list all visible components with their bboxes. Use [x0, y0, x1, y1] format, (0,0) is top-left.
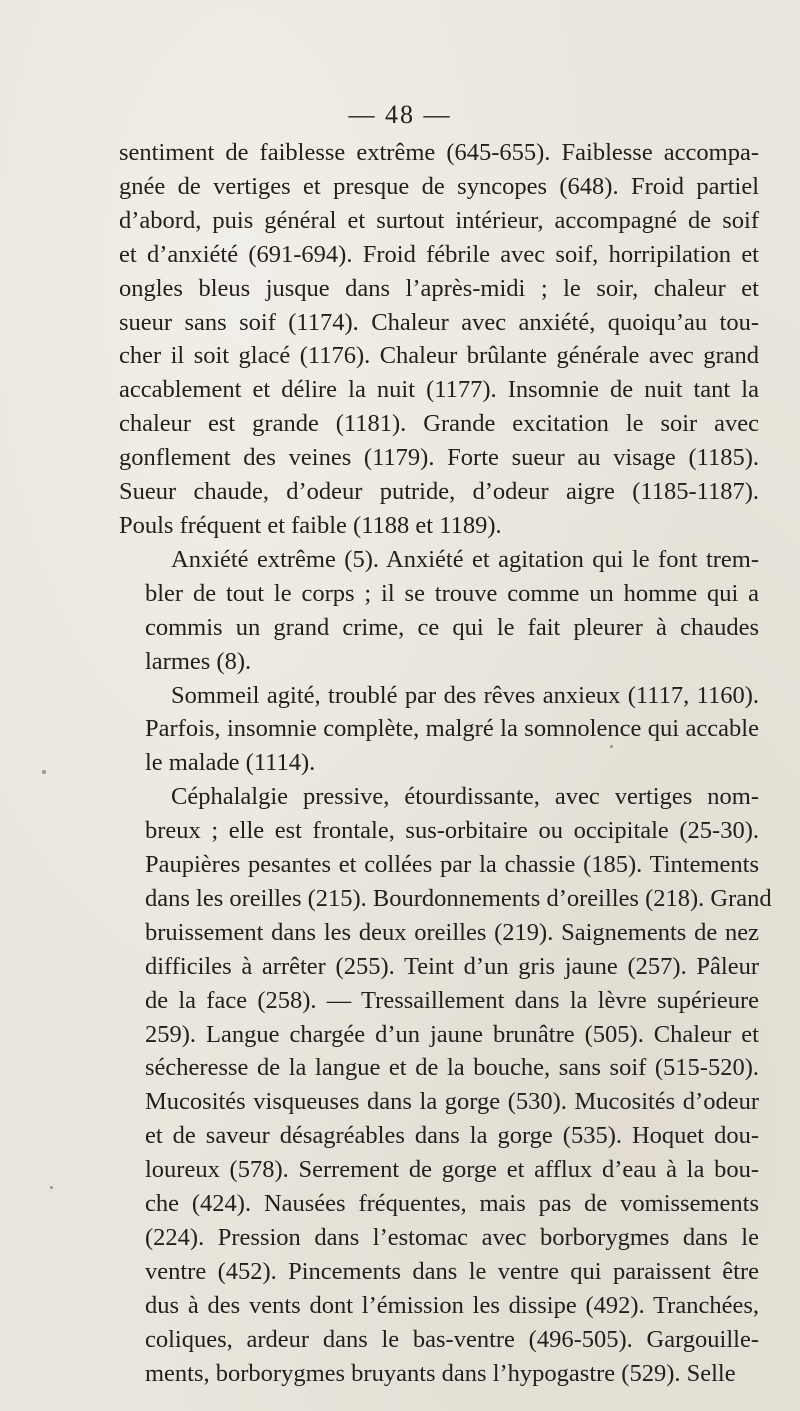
paper-speck: [42, 770, 46, 774]
paragraph: [119, 136, 759, 543]
text-line: Pouls fréquent et faible (1188 et 1189).: [119, 511, 502, 539]
text-line: Anxiété extrême (5). Anxiété et agitation qui le font trem-: [171, 545, 759, 573]
text-line: breux ; elle est frontale, sus-orbitaire ou occipitale (25-30).: [145, 817, 759, 845]
text-line: bruissement dans les deux oreilles (219). Saignements de nez: [145, 918, 759, 946]
paragraph: [119, 543, 759, 679]
page-number: — 48 —: [348, 100, 452, 129]
text-line: ventre (452). Pincements dans le ventre qui paraissent être: [145, 1257, 759, 1285]
text-line: d’abord, puis général et surtout intérieur, accompagné de soif: [119, 206, 759, 234]
text-line: et d’anxiété (691-694). Froid fébrile avec soif, horripilation et: [119, 240, 759, 268]
paper-speck: [50, 1186, 53, 1189]
text-line: accablement et délire la nuit (1177). Insomnie de nuit tant la: [119, 376, 759, 404]
text-line: bler de tout le corps ; il se trouve comme un homme qui a: [145, 579, 759, 607]
text-line: Sueur chaude, d’odeur putride, d’odeur aigre (1185-1187).: [119, 478, 759, 506]
text-line: gnée de vertiges et presque de syncopes (648). Froid partiel: [119, 172, 759, 200]
text-line: coliques, ardeur dans le bas-ventre (496-505). Gargouille-: [145, 1325, 759, 1353]
text-line: sentiment de faiblesse extrême (645-655). Faiblesse accompa-: [119, 139, 759, 166]
text-line: sécheresse de la langue et de la bouche, sans soif (515-520).: [145, 1054, 759, 1082]
text-line: ongles bleus jusque dans l’après-midi ; le soir, chaleur et: [119, 274, 759, 302]
text-line: dus à des vents dont l’émission les dissipe (492). Tranchées,: [145, 1291, 759, 1319]
text-line: Céphalalgie pressive, étourdissante, avec vertiges nom-: [171, 783, 759, 811]
text-line: sueur sans soif (1174). Chaleur avec anxiété, quoiqu’au tou-: [119, 308, 759, 336]
text-line: Paupières pesantes et collées par la chassie (185). Tintements: [145, 851, 759, 879]
text-line: Parfois, insomnie complète, malgré la somnolence qui accable: [145, 715, 759, 743]
text-line: cher il soit glacé (1176). Chaleur brûlante générale avec grand: [119, 342, 759, 370]
text-line: dans les oreilles (215). Bourdonnements d’oreilles (218). Grand: [145, 884, 772, 912]
paper-speck: [610, 745, 613, 748]
text-line: ments, borborygmes bruyants dans l’hypogastre (529). Selle: [145, 1359, 736, 1387]
text-line: Mucosités visqueuses dans la gorge (530). Mucosités d’odeur: [145, 1088, 759, 1116]
text-line: chaleur est grande (1181). Grande excitation le soir avec: [119, 410, 759, 438]
text-line: (224). Pression dans l’estomac avec borborygmes dans le: [145, 1224, 759, 1251]
text-line: le malade (1114).: [145, 749, 316, 777]
text-line: 259). Langue chargée d’un jaune brunâtre (505). Chaleur et: [145, 1020, 759, 1048]
text-line: larmes (8).: [145, 647, 252, 675]
text-line: de la face (258). — Tressaillement dans la lèvre supérieure: [145, 986, 759, 1014]
text-line: loureux (578). Serrement de gorge et afflux d’eau à la bou-: [145, 1156, 759, 1184]
text-line: commis un grand crime, ce qui le fait pleurer à chaudes: [145, 613, 759, 641]
body-text: [119, 136, 772, 1391]
text-line: che (424). Nausées fréquentes, mais pas de vomissements: [145, 1190, 759, 1218]
text-line: gonflement des veines (1179). Forte sueur au visage (1185).: [119, 444, 759, 472]
text-line: difficiles à arrêter (255). Teint d’un gris jaune (257). Pâleur: [145, 952, 759, 980]
text-line: Sommeil agité, troublé par des rêves anxieux (1117, 1160).: [171, 681, 759, 709]
text-line: et de saveur désagréables dans la gorge (535). Hoquet dou-: [145, 1122, 759, 1150]
paragraph: [119, 679, 759, 781]
paragraph: [119, 780, 772, 1390]
